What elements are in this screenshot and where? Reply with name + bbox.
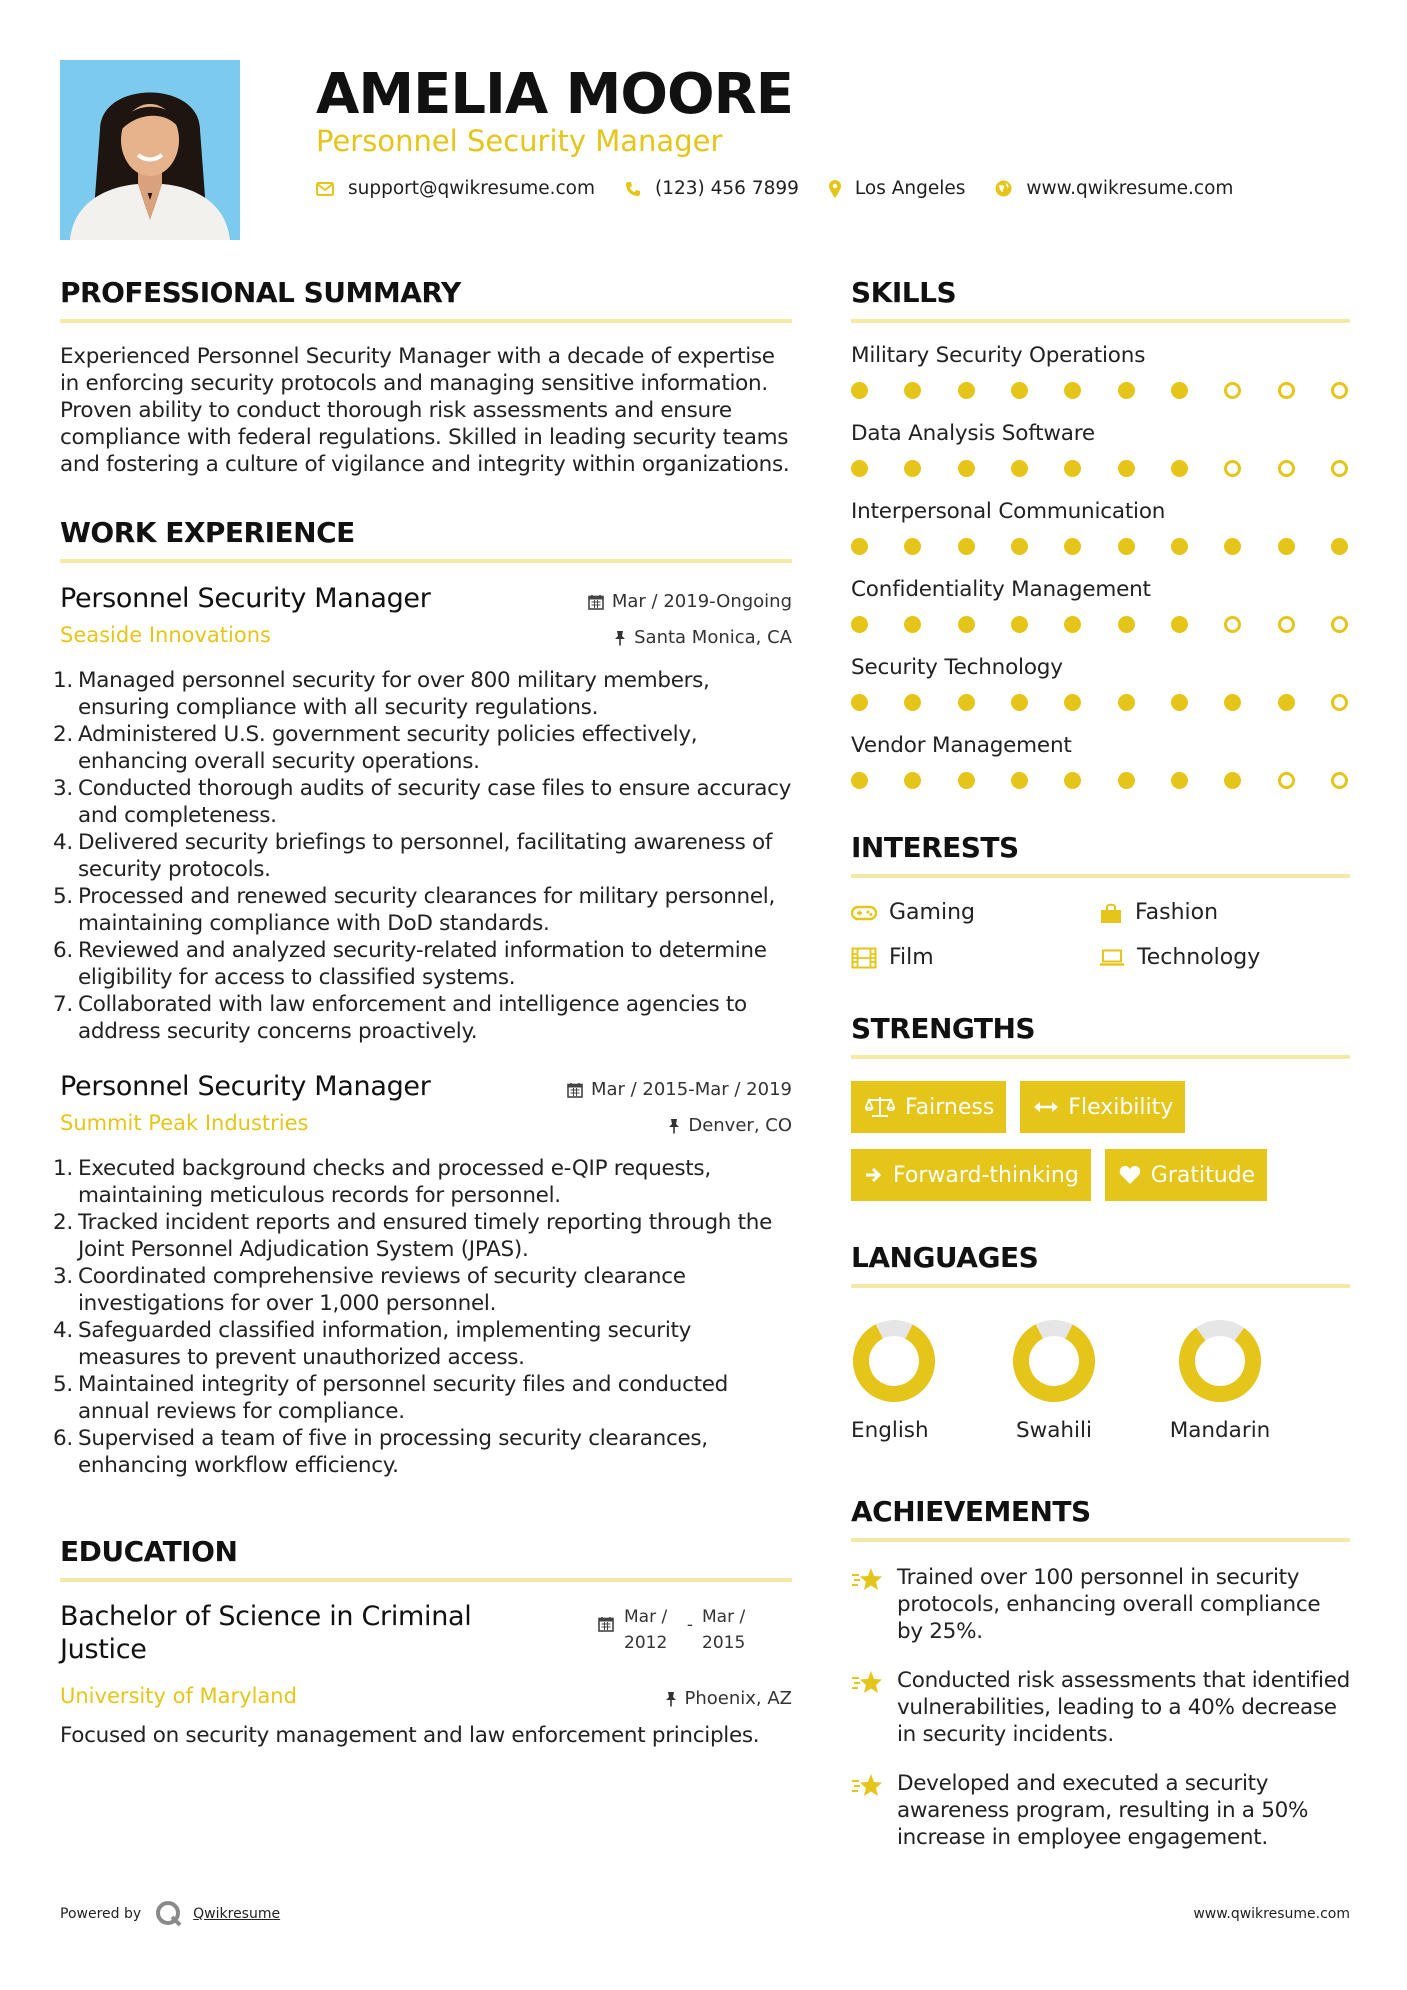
- language-ring: [1177, 1318, 1263, 1404]
- rating-dot-filled: [1064, 538, 1081, 555]
- language-name: English: [851, 1418, 929, 1443]
- rating-dot-filled: [904, 616, 921, 633]
- list-item: 4. Safeguarded classified information, implementing security measures to prevent unauthorized access.: [53, 1318, 692, 1370]
- rating-dot-filled: [851, 382, 868, 399]
- rating-dot-filled: [1118, 538, 1135, 555]
- rating-dot-filled: [1118, 772, 1135, 789]
- language-name: Swahili: [1016, 1418, 1092, 1443]
- rating-dot-empty: [1331, 772, 1348, 789]
- rating-dot-empty: [1331, 616, 1348, 633]
- job-date: [588, 591, 792, 612]
- rating-dot-filled: [1118, 616, 1135, 633]
- rating-dot-filled: [904, 460, 921, 477]
- contact-email[interactable]: [316, 178, 595, 199]
- envelope-icon: [316, 182, 334, 196]
- experience-section: [53, 516, 792, 1479]
- education-start: Mar / 2012: [624, 1607, 668, 1653]
- calendar-icon: [567, 1082, 583, 1098]
- rating-dot-filled: [904, 382, 921, 399]
- job-bullets: [53, 667, 792, 1045]
- contact-email-text: support@qwikresume.com: [348, 178, 595, 199]
- achievement-text: Developed and executed a security awareness program, resulting in a 50% increase in employee engagement.: [897, 1771, 1309, 1850]
- rating-dot-empty: [1331, 694, 1348, 711]
- achievement-item: [851, 1564, 1350, 1645]
- list-item: 2. Tracked incident reports and ensured timely reporting through the Joint Personnel Adjudication System (JPAS).: [53, 1210, 773, 1262]
- skill-rating: [851, 460, 1348, 477]
- strength-label: Flexibility: [1068, 1094, 1174, 1120]
- summary-title: PROFESSIONAL SUMMARY: [60, 276, 792, 323]
- list-item: 3. Conducted thorough audits of security case files to ensure accuracy and completeness.: [53, 776, 792, 828]
- heart-icon: [1119, 1165, 1141, 1185]
- balance-scale-icon: [865, 1095, 895, 1119]
- rating-dot-filled: [1011, 382, 1028, 399]
- rating-dot-filled: [1278, 538, 1295, 555]
- strength-tag: [851, 1081, 1006, 1133]
- skill-name: Interpersonal Communication: [851, 499, 1166, 524]
- rating-dot-filled: [1224, 694, 1241, 711]
- job-location: [668, 1115, 792, 1136]
- rating-dot-filled: [851, 538, 868, 555]
- gamepad-icon: [851, 905, 877, 921]
- rating-dot-filled: [851, 694, 868, 711]
- contact-phone-text: (123) 456 7899: [655, 178, 799, 199]
- job-title: Personnel Security Manager: [60, 1071, 431, 1102]
- skill-rating: [851, 538, 1348, 555]
- job-entry: [53, 583, 792, 1045]
- rating-dot-filled: [1064, 772, 1081, 789]
- skill-name: Vendor Management: [851, 733, 1072, 758]
- strengths-title: STRENGTHS: [851, 1012, 1350, 1059]
- job-company: Summit Peak Industries: [60, 1111, 309, 1135]
- languages-section: [851, 1241, 1350, 1443]
- profile-photo-image: [60, 60, 240, 240]
- rating-dot-filled: [1278, 694, 1295, 711]
- list-item: 1. Managed personnel security for over 800 military members, ensuring compliance with all security regulations.: [53, 668, 710, 720]
- list-item: 1. Executed background checks and processed e-QIP requests, maintaining meticulous records for personnel.: [53, 1156, 711, 1208]
- rating-dot-filled: [958, 382, 975, 399]
- rating-dot-filled: [1331, 538, 1348, 555]
- pushpin-icon: [614, 630, 626, 646]
- interests-section: [851, 831, 1350, 970]
- rating-dot-empty: [1224, 460, 1241, 477]
- map-marker-icon: [829, 180, 841, 198]
- rating-dot-filled: [1011, 694, 1028, 711]
- job-location-text: Denver, CO: [688, 1115, 792, 1136]
- job-company: Seaside Innovations: [60, 623, 271, 647]
- education-dates: [598, 1604, 756, 1656]
- skill-rating: [851, 694, 1348, 711]
- skill-rating: [851, 382, 1348, 399]
- skill-name: Data Analysis Software: [851, 421, 1095, 446]
- contact-location: [829, 178, 966, 199]
- rating-dot-filled: [1011, 616, 1028, 633]
- rating-dot-filled: [1171, 616, 1188, 633]
- achievement-text: Conducted risk assessments that identified vulnerabilities, leading to a 40% decrease in security incidents.: [897, 1668, 1350, 1747]
- rating-dot-filled: [851, 772, 868, 789]
- arrows-horizontal-icon: [1034, 1100, 1058, 1114]
- pushpin-icon: [665, 1691, 677, 1707]
- rating-dot-filled: [1118, 694, 1135, 711]
- arrow-right-icon: [865, 1166, 883, 1184]
- rating-dot-filled: [1011, 772, 1028, 789]
- rating-dot-filled: [1224, 538, 1241, 555]
- list-item: 2. Administered U.S. government security policies effectively, enhancing overall security operations.: [53, 722, 698, 774]
- skill-item: [851, 499, 1350, 555]
- school-location-text: Phoenix, AZ: [684, 1688, 792, 1709]
- skill-rating: [851, 616, 1348, 633]
- list-item: 6. Supervised a team of five in processing security clearances, enhancing workflow efficiency.: [53, 1426, 708, 1478]
- rating-dot-empty: [1331, 460, 1348, 477]
- calendar-icon: [598, 1616, 614, 1632]
- skills-title: SKILLS: [851, 276, 1350, 323]
- rating-dot-filled: [958, 460, 975, 477]
- interest-label: Film: [889, 945, 934, 970]
- interest-item: [1099, 900, 1339, 925]
- profile-photo: [60, 60, 240, 240]
- contact-bar: [316, 178, 1233, 199]
- interests-title: INTERESTS: [851, 831, 1350, 878]
- language-ring: [1011, 1318, 1097, 1404]
- skill-item: [851, 655, 1350, 711]
- education-description: Focused on security management and law enforcement principles.: [60, 1723, 760, 1748]
- education-title: EDUCATION: [60, 1535, 792, 1582]
- contact-location-text: Los Angeles: [854, 178, 966, 199]
- strength-label: Gratitude: [1150, 1162, 1256, 1188]
- contact-phone[interactable]: [625, 178, 799, 199]
- achievements-section: [851, 1495, 1350, 1851]
- skills-section: [851, 276, 1350, 789]
- school-location: [665, 1688, 793, 1709]
- job-location: [614, 627, 792, 648]
- strength-tag: [1105, 1149, 1267, 1201]
- language-name: Mandarin: [1169, 1418, 1271, 1443]
- rating-dot-filled: [1171, 382, 1188, 399]
- rating-dot-filled: [1011, 460, 1028, 477]
- rating-dot-filled: [1224, 772, 1241, 789]
- list-item: 4. Delivered security briefings to personnel, facilitating awareness of security protocols.: [53, 830, 773, 882]
- education-section: [60, 1535, 792, 1749]
- qwikresume-logo-icon: [155, 1900, 183, 1928]
- summary-section: [60, 276, 792, 478]
- language-item: [851, 1318, 971, 1443]
- list-item: 5. Maintained integrity of personnel security files and conducted annual reviews for compliance.: [53, 1372, 729, 1424]
- languages-list: [851, 1318, 1350, 1443]
- degree-title: Bachelor of Science in Criminal Justice: [60, 1601, 472, 1665]
- rating-dot-filled: [958, 538, 975, 555]
- rating-dot-filled: [1171, 694, 1188, 711]
- rating-dot-filled: [1064, 616, 1081, 633]
- contact-website[interactable]: [995, 178, 1233, 199]
- achievements-title: ACHIEVEMENTS: [851, 1495, 1350, 1542]
- rating-dot-filled: [1171, 772, 1188, 789]
- laptop-icon: [1099, 949, 1125, 967]
- list-item: 5. Processed and renewed security clearances for military personnel, maintaining compliance with DoD standards.: [53, 884, 776, 936]
- summary-text: Experienced Personnel Security Manager with a decade of expertise in enforcing security protocols and managing sensitive information. Proven ability to conduct thorough risk assessments and ensure compliance with federal regulations. Skilled in leading security teams and fostering a culture of vigilance and integrity within organizations.: [60, 344, 790, 477]
- rating-dot-filled: [1118, 460, 1135, 477]
- rating-dot-empty: [1278, 772, 1295, 789]
- skill-name: Confidentiality Management: [851, 577, 1151, 602]
- rating-dot-filled: [958, 772, 975, 789]
- rating-dot-filled: [904, 694, 921, 711]
- language-ring: [851, 1318, 937, 1404]
- rating-dot-filled: [1064, 694, 1081, 711]
- rating-dot-filled: [904, 538, 921, 555]
- film-icon: [851, 947, 877, 969]
- strength-tag: [1020, 1081, 1185, 1133]
- candidate-name: AMELIA MOORE: [316, 62, 793, 127]
- rating-dot-filled: [851, 460, 868, 477]
- list-item: 6. Reviewed and analyzed security-related information to determine eligibility for access to classified systems.: [53, 938, 767, 990]
- powered-by-label: Powered by: [60, 1906, 142, 1922]
- footer-website[interactable]: www.qwikresume.com: [1193, 1906, 1350, 1922]
- strength-label: Forward-thinking: [893, 1162, 1079, 1188]
- interest-label: Gaming: [889, 900, 975, 925]
- rating-dot-filled: [1171, 460, 1188, 477]
- rating-dot-empty: [1224, 382, 1241, 399]
- interest-label: Technology: [1137, 945, 1261, 970]
- job-date: [567, 1079, 792, 1100]
- calendar-icon: [588, 594, 604, 610]
- list-item: 7. Collaborated with law enforcement and intelligence agencies to address security concerns proactively.: [53, 992, 747, 1044]
- strengths-section: [851, 1012, 1350, 1217]
- footer-powered-by: [60, 1900, 280, 1928]
- phone-icon: [625, 181, 641, 197]
- left-column: [53, 276, 792, 1749]
- contact-website-text: www.qwikresume.com: [1026, 178, 1234, 199]
- shooting-star-icon: [851, 1669, 883, 1697]
- job-entry: [53, 1071, 792, 1479]
- rating-dot-empty: [1278, 460, 1295, 477]
- rating-dot-filled: [958, 694, 975, 711]
- candidate-title: Personnel Security Manager: [316, 124, 723, 158]
- job-date-text: Mar / 2015-Mar / 2019: [590, 1079, 792, 1100]
- education-end: Mar / 2015: [702, 1607, 746, 1653]
- shooting-star-icon: [851, 1566, 883, 1594]
- rating-dot-filled: [904, 772, 921, 789]
- rating-dot-filled: [851, 616, 868, 633]
- right-column: [851, 276, 1350, 1851]
- experience-title: WORK EXPERIENCE: [60, 516, 792, 563]
- job-title: Personnel Security Manager: [60, 583, 431, 614]
- rating-dot-filled: [1011, 538, 1028, 555]
- skill-item: [851, 421, 1350, 477]
- rating-dot-filled: [1171, 538, 1188, 555]
- rating-dot-empty: [1278, 616, 1295, 633]
- job-bullets: [53, 1155, 792, 1479]
- achievement-item: [851, 1770, 1350, 1851]
- globe-icon: [995, 180, 1012, 197]
- rating-dot-filled: [1118, 382, 1135, 399]
- rating-dot-empty: [1278, 382, 1295, 399]
- rating-dot-filled: [958, 616, 975, 633]
- job-date-text: Mar / 2019-Ongoing: [611, 591, 792, 612]
- skill-item: [851, 577, 1350, 633]
- language-item: [1137, 1318, 1303, 1443]
- rating-dot-empty: [1331, 382, 1348, 399]
- interest-item: [851, 900, 1099, 925]
- skill-item: [851, 733, 1350, 789]
- interest-label: Fashion: [1135, 900, 1219, 925]
- job-location-text: Santa Monica, CA: [634, 627, 792, 648]
- strength-label: Fairness: [905, 1094, 995, 1120]
- skill-item: [851, 343, 1350, 399]
- rating-dot-filled: [1064, 460, 1081, 477]
- interest-item: [851, 945, 1099, 970]
- school-name: University of Maryland: [60, 1684, 297, 1708]
- interest-item: [1099, 945, 1339, 970]
- skills-list: [851, 343, 1350, 789]
- shopping-bag-icon: [1099, 902, 1123, 924]
- rating-dot-filled: [1064, 382, 1081, 399]
- pushpin-icon: [668, 1118, 680, 1134]
- skill-rating: [851, 772, 1348, 789]
- achievement-item: [851, 1667, 1350, 1748]
- rating-dot-empty: [1224, 616, 1241, 633]
- language-item: [971, 1318, 1137, 1443]
- achievement-text: Trained over 100 personnel in security protocols, enhancing overall compliance by 25%.: [897, 1565, 1321, 1644]
- shooting-star-icon: [851, 1772, 883, 1800]
- skill-name: Security Technology: [851, 655, 1063, 680]
- list-item: 3. Coordinated comprehensive reviews of security clearance investigations for over 1,000 personnel.: [53, 1264, 686, 1316]
- languages-title: LANGUAGES: [851, 1241, 1350, 1288]
- skill-name: Military Security Operations: [851, 343, 1146, 368]
- education-date-separator: -: [686, 1615, 694, 1635]
- brand-link[interactable]: Qwikresume: [193, 1906, 281, 1922]
- strength-tag: [851, 1149, 1091, 1201]
